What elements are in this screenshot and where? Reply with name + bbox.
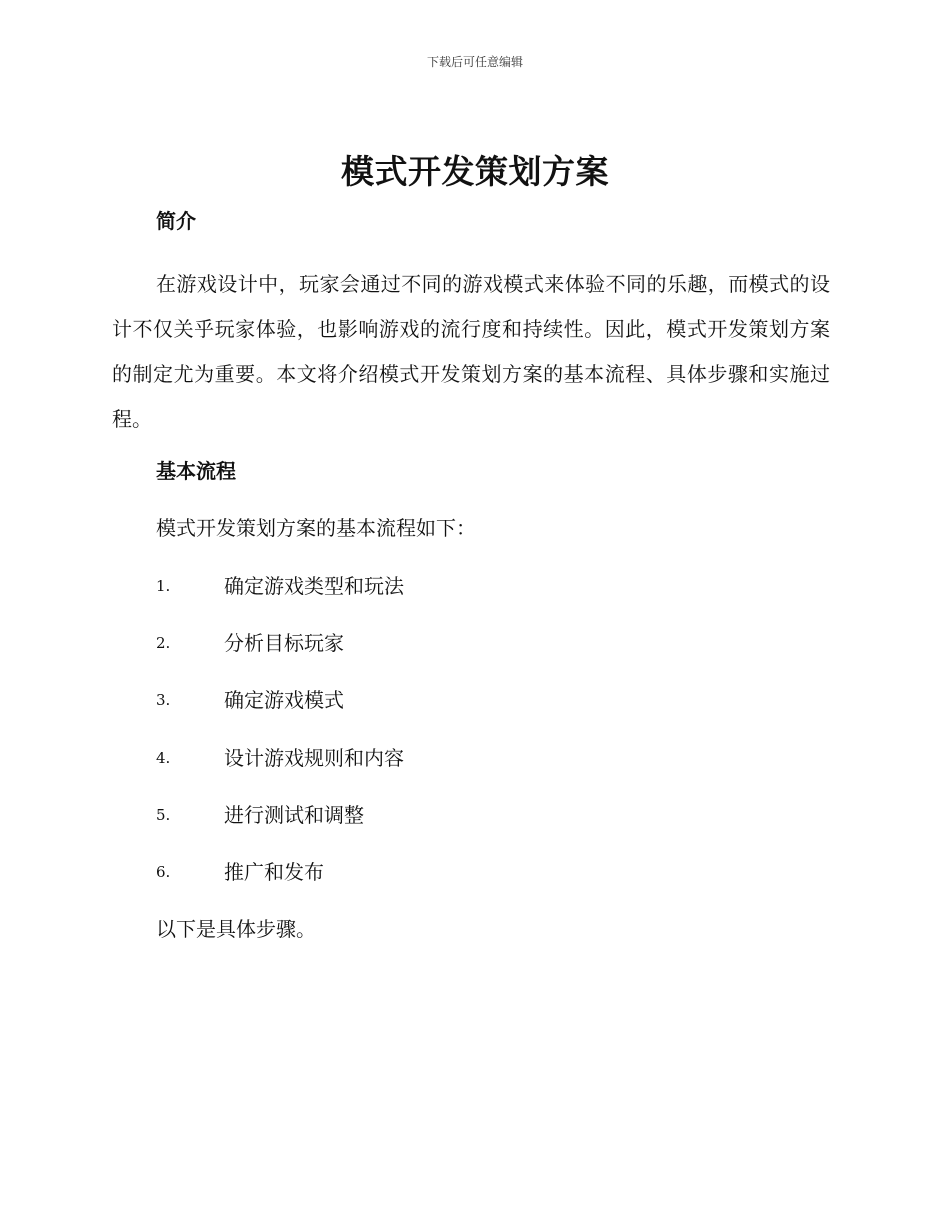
list-item-number: 2. xyxy=(156,634,171,652)
section-heading-intro: 简介 xyxy=(156,209,196,233)
list-item-text: 推广和发布 xyxy=(224,860,324,884)
list-item-text: 确定游戏类型和玩法 xyxy=(224,574,404,598)
list-item-number: 3. xyxy=(156,691,171,709)
list-item-number: 6. xyxy=(156,863,171,881)
list-item-text: 设计游戏规则和内容 xyxy=(224,746,404,770)
list-item-number: 1. xyxy=(156,577,171,595)
list-item-number: 5. xyxy=(156,806,171,824)
process-lead-text: 模式开发策划方案的基本流程如下： xyxy=(156,516,476,540)
list-item-number: 4. xyxy=(156,749,171,767)
process-closing-text: 以下是具体步骤。 xyxy=(156,917,316,941)
intro-paragraph: 在游戏设计中，玩家会通过不同的游戏模式来体验不同的乐趣，而模式的设计不仅关乎玩家体验，也影响游戏的流行度和持续性。因此，模式开发策划方案的制定尤为重要。本文将介绍模式开发策划方案的基本流程、具体步骤和实施过程。 xyxy=(112,272,830,431)
document-title: 模式开发策划方案 xyxy=(341,152,609,191)
section-heading-process: 基本流程 xyxy=(156,459,236,483)
list-item-text: 进行测试和调整 xyxy=(224,803,364,827)
list-item-text: 确定游戏模式 xyxy=(224,688,344,712)
header-note: 下载后可任意编辑 xyxy=(426,55,523,69)
list-item-text: 分析目标玩家 xyxy=(224,631,344,655)
